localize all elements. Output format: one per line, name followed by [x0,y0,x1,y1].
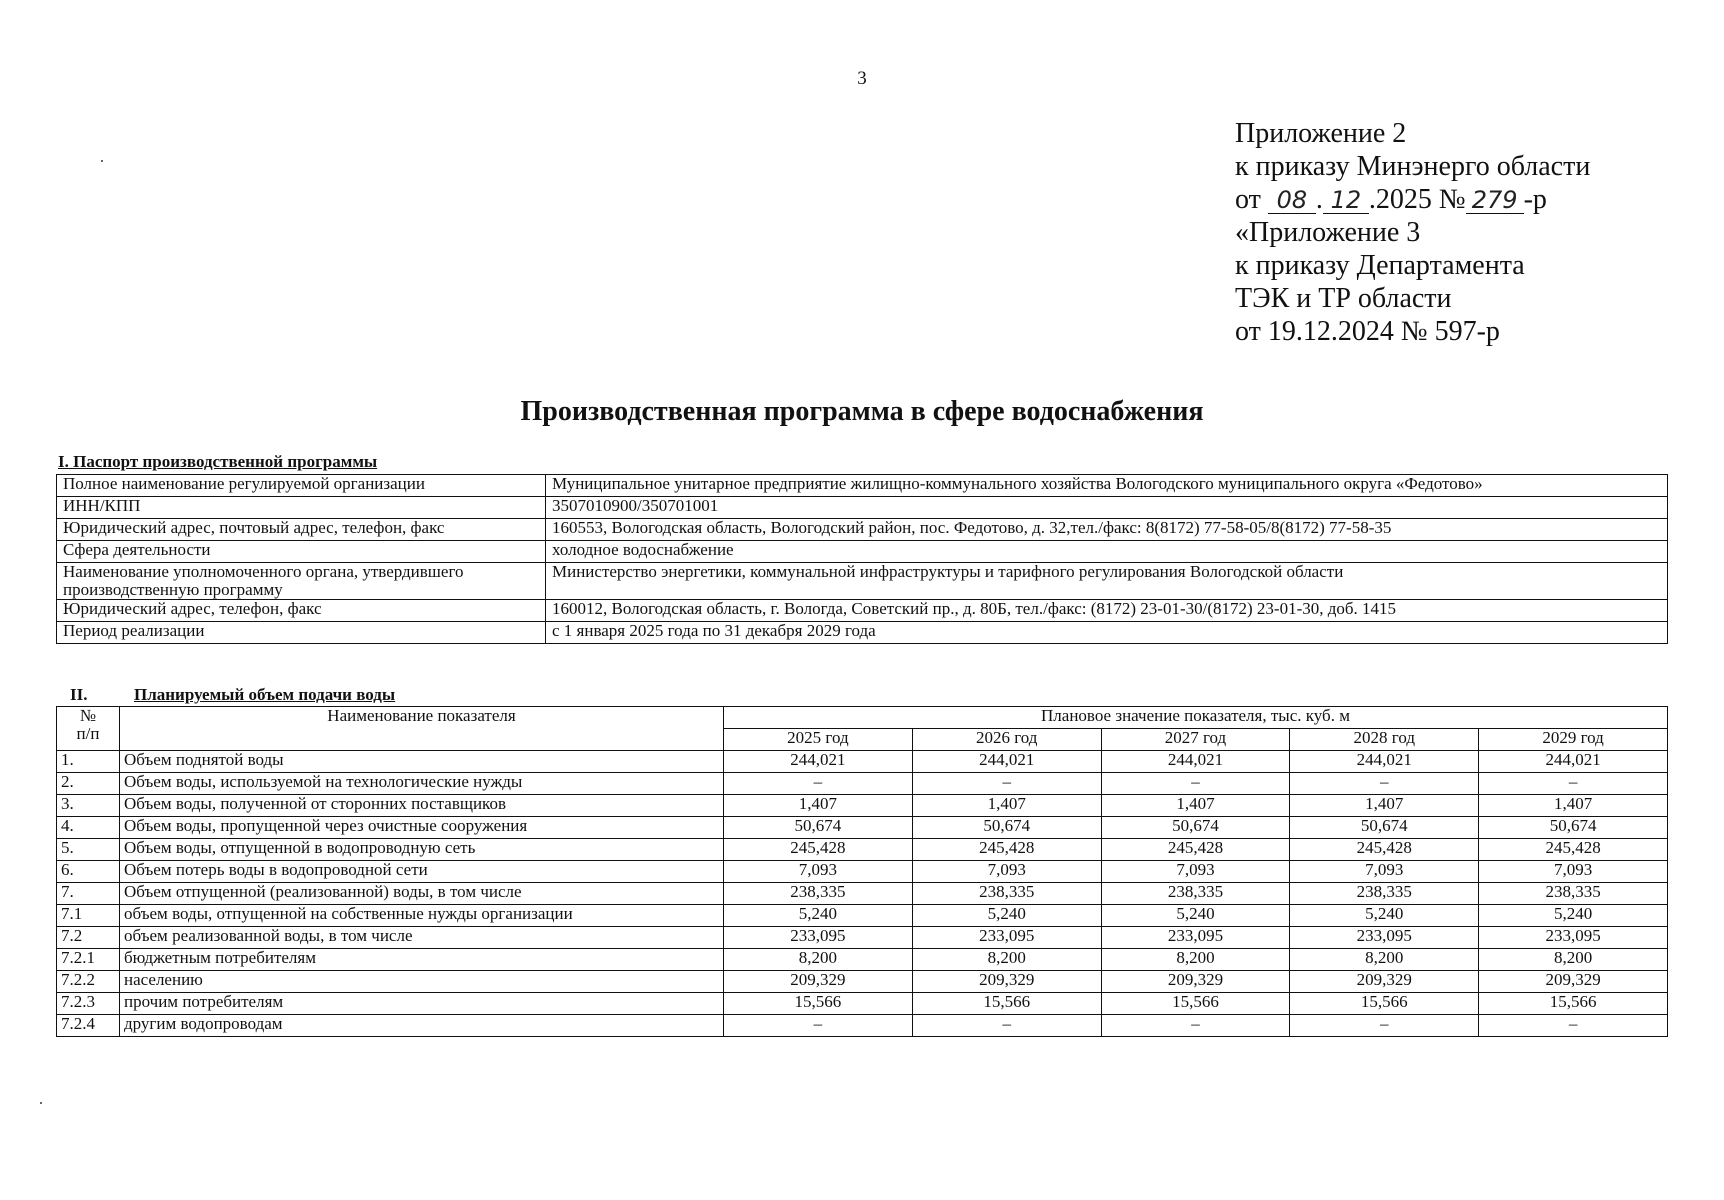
passport-label: Наименование уполномоченного органа, утвердившего производственную программу [57,563,546,600]
table-row [57,905,1668,927]
row-number: 3. [57,795,120,817]
row-number: 7.1 [57,905,120,927]
row-indicator-name: Объем воды, пропущенной через очистные сооружения [120,817,724,839]
cell-value: 1,407 [1479,795,1668,817]
cell-value: – [1101,773,1290,795]
cell-value: 245,428 [912,839,1101,861]
cell-value: 8,200 [912,949,1101,971]
handwritten-order-number: 279 [1466,187,1524,214]
cell-value: 5,240 [724,905,913,927]
column-header-number-line2: п/п [76,724,100,743]
scan-speck [40,1102,42,1104]
column-header-number [57,707,120,751]
passport-value: 160553, Вологодская область, Вологодский район, пос. Федотово, д. 32,тел./факс: 8(8172) 77-58-05/8(8172) 77-58-35 [546,519,1668,541]
cell-value: 7,093 [912,861,1101,883]
cell-value: 7,093 [724,861,913,883]
column-header-year: 2029 год [1479,729,1668,751]
passport-row [57,541,1668,563]
volumes-heading-text: Планируемый объем подачи воды [134,685,396,704]
column-header-number-line1: № [79,706,97,725]
passport-label: Юридический адрес, почтовый адрес, телефон, факс [57,519,546,541]
passport-value: холодное водоснабжение [546,541,1668,563]
passport-row [57,563,1668,600]
table-row [57,817,1668,839]
table-row [57,1015,1668,1037]
row-number: 7.2.4 [57,1015,120,1037]
cell-value: 8,200 [1479,949,1668,971]
table-row [57,795,1668,817]
row-number: 7.2.3 [57,993,120,1015]
cell-value: 238,335 [912,883,1101,905]
column-header-year: 2026 год [912,729,1101,751]
column-header-year: 2028 год [1290,729,1479,751]
cell-value: 15,566 [1290,993,1479,1015]
cell-value: 5,240 [1290,905,1479,927]
cell-value: 50,674 [1101,817,1290,839]
table-row [57,751,1668,773]
table-row [57,949,1668,971]
cell-value: 15,566 [912,993,1101,1015]
cell-value: – [1290,773,1479,795]
row-number: 6. [57,861,120,883]
cell-value: 1,407 [912,795,1101,817]
cell-value: 5,240 [912,905,1101,927]
appendix-date-year: .2025 № [1368,184,1466,215]
cell-value: 209,329 [1479,971,1668,993]
passport-heading: I. Паспорт производственной программы [58,452,378,471]
cell-value: 50,674 [912,817,1101,839]
cell-value: 233,095 [912,927,1101,949]
cell-value: – [724,773,913,795]
cell-value: 209,329 [1290,971,1479,993]
cell-value: – [724,1015,913,1037]
cell-value: 1,407 [1290,795,1479,817]
cell-value: 244,021 [912,751,1101,773]
cell-value: 8,200 [1290,949,1479,971]
column-header-year: 2027 год [1101,729,1290,751]
row-indicator-name: бюджетным потребителям [120,949,724,971]
volumes-heading [70,685,395,705]
passport-table [56,474,1668,644]
cell-value: 233,095 [1290,927,1479,949]
appendix-line-6: ТЭК и ТР области [1235,283,1452,314]
cell-value: 245,428 [1101,839,1290,861]
row-number: 2. [57,773,120,795]
appendix-line-1: Приложение 2 [1235,118,1407,149]
row-indicator-name: объем воды, отпущенной на собственные нужды организации [120,905,724,927]
appendix-line-3 [1235,183,1590,216]
handwritten-month: 12 [1323,187,1369,214]
row-indicator-name: Объем воды, полученной от сторонних поставщиков [120,795,724,817]
appendix-date-prefix: от [1235,184,1261,215]
passport-value: Муниципальное унитарное предприятие жилищно-коммунального хозяйства Вологодского муниципального округа «Федотово» [546,475,1668,497]
cell-value: 244,021 [1479,751,1668,773]
appendix-line-5: к приказу Департамента [1235,250,1525,281]
table-row [57,861,1668,883]
cell-value: 245,428 [1290,839,1479,861]
cell-value: 238,335 [724,883,913,905]
cell-value: 8,200 [1101,949,1290,971]
cell-value: 15,566 [1101,993,1290,1015]
appendix-line-7: от 19.12.2024 № 597-р [1235,316,1500,347]
cell-value: 238,335 [1290,883,1479,905]
passport-label: Юридический адрес, телефон, факс [57,600,546,622]
row-indicator-name: Объем отпущенной (реализованной) воды, в том числе [120,883,724,905]
cell-value: – [912,1015,1101,1037]
row-indicator-name: прочим потребителям [120,993,724,1015]
appendix-line-2: к приказу Минэнерго области [1235,151,1591,182]
passport-label: Сфера деятельности [57,541,546,563]
passport-row [57,519,1668,541]
row-indicator-name: объем реализованной воды, в том числе [120,927,724,949]
passport-value: с 1 января 2025 года по 31 декабря 2029 года [546,622,1668,644]
row-indicator-name: Объем воды, отпущенной в водопроводную сеть [120,839,724,861]
cell-value: 244,021 [1290,751,1479,773]
cell-value: 15,566 [724,993,913,1015]
row-number: 1. [57,751,120,773]
cell-value: 5,240 [1479,905,1668,927]
table-row [57,839,1668,861]
row-number: 5. [57,839,120,861]
cell-value: 209,329 [1101,971,1290,993]
row-number: 4. [57,817,120,839]
cell-value: 8,200 [724,949,913,971]
appendix-date-separator: . [1315,184,1323,215]
row-number: 7. [57,883,120,905]
cell-value: 233,095 [1479,927,1668,949]
cell-value: 7,093 [1479,861,1668,883]
scan-speck [101,160,103,162]
cell-value: – [1101,1015,1290,1037]
column-header-indicator: Наименование показателя [120,707,724,751]
passport-row [57,475,1668,497]
cell-value: 7,093 [1290,861,1479,883]
row-number: 7.2.1 [57,949,120,971]
page-number: 3 [857,68,867,89]
table-row [57,773,1668,795]
passport-row [57,622,1668,644]
row-indicator-name: Объем воды, используемой на технологические нужды [120,773,724,795]
cell-value: – [912,773,1101,795]
appendix-order-suffix: -р [1523,184,1547,215]
column-header-year: 2025 год [724,729,913,751]
passport-row [57,497,1668,519]
cell-value: 233,095 [724,927,913,949]
cell-value: 245,428 [1479,839,1668,861]
row-indicator-name: населению [120,971,724,993]
cell-value: – [1290,1015,1479,1037]
cell-value: 7,093 [1101,861,1290,883]
cell-value: – [1479,773,1668,795]
cell-value: 209,329 [724,971,913,993]
passport-value: 3507010900/350701001 [546,497,1668,519]
table-row [57,927,1668,949]
cell-value: 50,674 [1479,817,1668,839]
document-title: Производственная программа в сфере водоснабжения [520,396,1204,427]
row-indicator-name: Объем поднятой воды [120,751,724,773]
cell-value: 1,407 [1101,795,1290,817]
row-indicator-name: другим водопроводам [120,1015,724,1037]
passport-label: Полное наименование регулируемой организации [57,475,546,497]
row-number: 7.2 [57,927,120,949]
cell-value: 50,674 [724,817,913,839]
passport-value: 160012, Вологодская область, г. Вологда, Советский пр., д. 80Б, тел./факс: (8172) 23-01-30/(8172) 23-01-30, доб. 1415 [546,600,1668,622]
handwritten-day: 08 [1268,187,1316,214]
column-header-plan-group: Плановое значение показателя, тыс. куб. м [724,707,1668,729]
cell-value: 244,021 [1101,751,1290,773]
passport-row [57,600,1668,622]
table-row [57,883,1668,905]
passport-label: Период реализации [57,622,546,644]
appendix-line-4: «Приложение 3 [1235,217,1421,248]
passport-value: Министерство энергетики, коммунальной инфраструктуры и тарифного регулирования Вологодской области [546,563,1668,600]
cell-value: 245,428 [724,839,913,861]
cell-value: 15,566 [1479,993,1668,1015]
appendix-block [1235,117,1590,348]
cell-value: 238,335 [1479,883,1668,905]
cell-value: 209,329 [912,971,1101,993]
cell-value: 233,095 [1101,927,1290,949]
cell-value: 50,674 [1290,817,1479,839]
table-row [57,993,1668,1015]
volumes-table [56,706,1668,1037]
table-row [57,971,1668,993]
row-indicator-name: Объем потерь воды в водопроводной сети [120,861,724,883]
cell-value: 5,240 [1101,905,1290,927]
cell-value: – [1479,1015,1668,1037]
volumes-heading-number: II. [70,685,88,704]
cell-value: 1,407 [724,795,913,817]
cell-value: 238,335 [1101,883,1290,905]
cell-value: 244,021 [724,751,913,773]
row-number: 7.2.2 [57,971,120,993]
passport-label: ИНН/КПП [57,497,546,519]
